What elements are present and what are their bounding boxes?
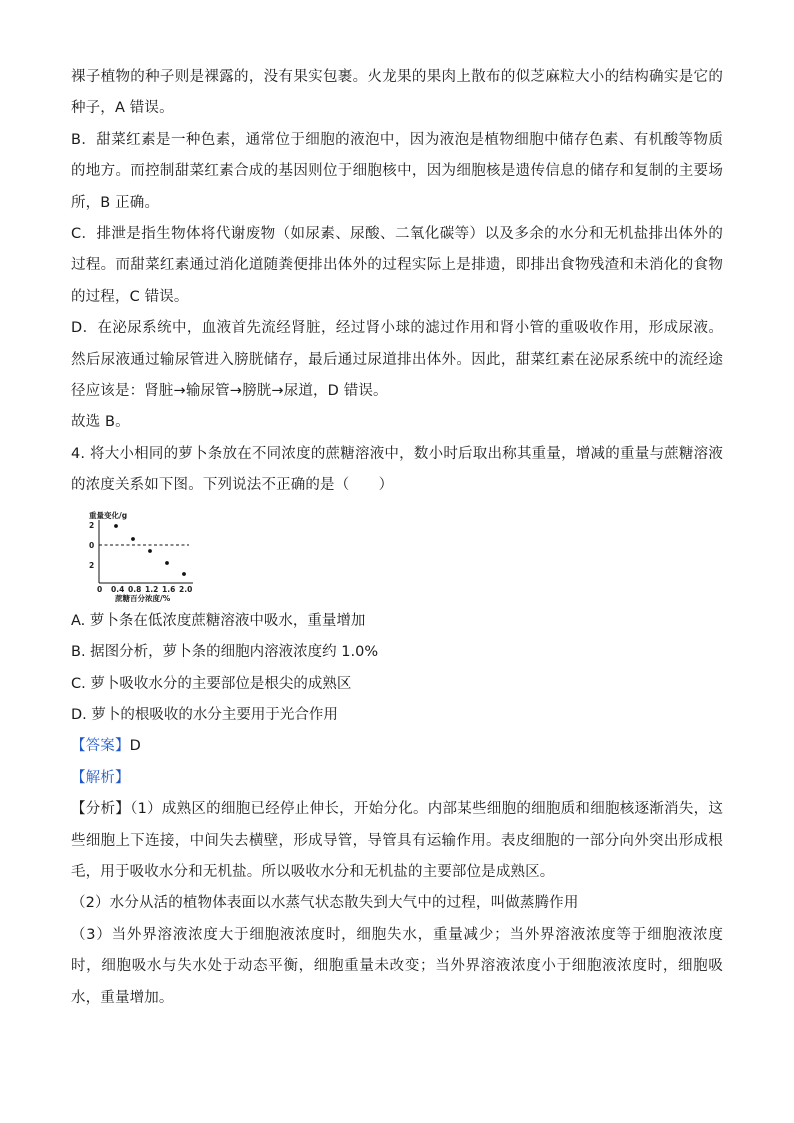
- answer-value: D: [129, 738, 141, 755]
- data-point: [114, 524, 118, 528]
- option-b: B. 据图分析，萝卜条的细胞内溶液浓度约 1.0%: [71, 644, 379, 661]
- analysis-part-2: （2）水分从活的植物体表面以水蒸气状态散失到大气中的过程，叫做蒸腾作用: [71, 895, 579, 912]
- x-tick-label: 0.4: [111, 584, 125, 594]
- analysis-part-1-text: （1）成熟区的细胞已经停止伸长，开始分化。内部某些细胞的细胞质和细胞核逐渐消失，这些细胞上下连接，中间失去横壁，形成导管，导管具有运输作用。表皮细胞的一部分向外突出形成根毛，用于吸收水分和无机盐。所以吸收水分和无机盐的主要部位是成熟区。: [71, 801, 724, 880]
- explanation-d: D．在泌尿系统中，血液首先流经肾脏，经过肾小球的滤过作用和肾小管的重吸收作用，形成尿液。然后尿液通过输尿管进入膀胱储存，最后通过尿道排出体外。因此，甜菜红素在泌尿系统中的流经途径应该是：肾脏→输尿管→膀胱→尿道，D 错误。: [71, 320, 723, 400]
- question-stem: 4. 将大小相同的萝卜条放在不同浓度的蔗糖溶液中，数小时后取出称其重量，增减的重量与蔗糖溶液的浓度关系如下图。下列说法不正确的是（ ）: [71, 445, 723, 494]
- answer-line: [71, 731, 723, 762]
- analysis-label: 【解析】: [71, 769, 130, 786]
- explanation-a-tail: 裸子植物的种子则是裸露的，没有果实包裹。火龙果的果肉上散布的似芝麻粒大小的结构确实是它的种子，A 错误。: [71, 69, 723, 117]
- x-tick-label: 0: [97, 584, 103, 594]
- document-page: [71, 62, 723, 1014]
- y-tick-label: 2: [89, 520, 95, 530]
- weight-change-chart: [85, 508, 235, 602]
- explanation-c: C．排泄是指生物体将代谢废物（如尿素、尿酸、二氧化碳等）以及多余的水分和无机盐排出体外的过程。而甜菜红素通过消化道随粪便排出体外的过程实际上是排遗，即排出食物残渣和未消化的食物的过程，C 错误。: [71, 226, 723, 305]
- analysis-heading: [71, 763, 723, 794]
- y-tick-label: 0: [89, 540, 95, 550]
- option-a: A. 萝卜条在低浓度蔗糖溶液中吸水，重量增加: [71, 612, 366, 629]
- y-tick-label: 2: [89, 560, 95, 570]
- data-points: [114, 524, 186, 576]
- data-point: [131, 537, 135, 541]
- conclusion: 故选 B。: [71, 414, 130, 431]
- analysis-part-1: [71, 794, 723, 888]
- analysis-sub-label: 【分析】: [71, 801, 131, 818]
- x-tick-label: 2.0: [179, 584, 193, 594]
- data-point: [148, 549, 152, 553]
- option-d: D. 萝卜的根吸收的水分主要用于光合作用: [71, 706, 338, 723]
- option-c: C. 萝卜吸收水分的主要部位是根尖的成熟区: [71, 675, 352, 692]
- x-tick-label: 1.2: [145, 584, 159, 594]
- x-tick-label: 1.6: [162, 584, 176, 594]
- chart-ylabel: 重量变化/g: [89, 510, 128, 520]
- chart-xlabel: 蔗糖百分浓度/%: [115, 593, 171, 602]
- data-point: [165, 561, 169, 565]
- x-tick-label: 0.8: [128, 584, 142, 594]
- answer-label: 【答案】: [71, 738, 130, 755]
- data-point: [182, 572, 186, 576]
- x-tick-labels: [97, 585, 192, 594]
- y-tick-labels: [89, 521, 94, 570]
- analysis-part-3: （3）当外界溶液浓度大于细胞液浓度时，细胞失水，重量减少；当外界溶液浓度等于细胞液浓度时，细胞吸水与失水处于动态平衡，细胞重量未改变；当外界溶液浓度小于细胞液浓度时，细胞吸水，重量增加。: [71, 926, 723, 1006]
- explanation-b: B．甜菜红素是一种色素，通常位于细胞的液泡中，因为液泡是植物细胞中储存色素、有机酸等物质的地方。而控制甜菜红素合成的基因则位于细胞核中，因为细胞核是遗传信息的储存和复制的主要场所，B 正确。: [71, 131, 723, 211]
